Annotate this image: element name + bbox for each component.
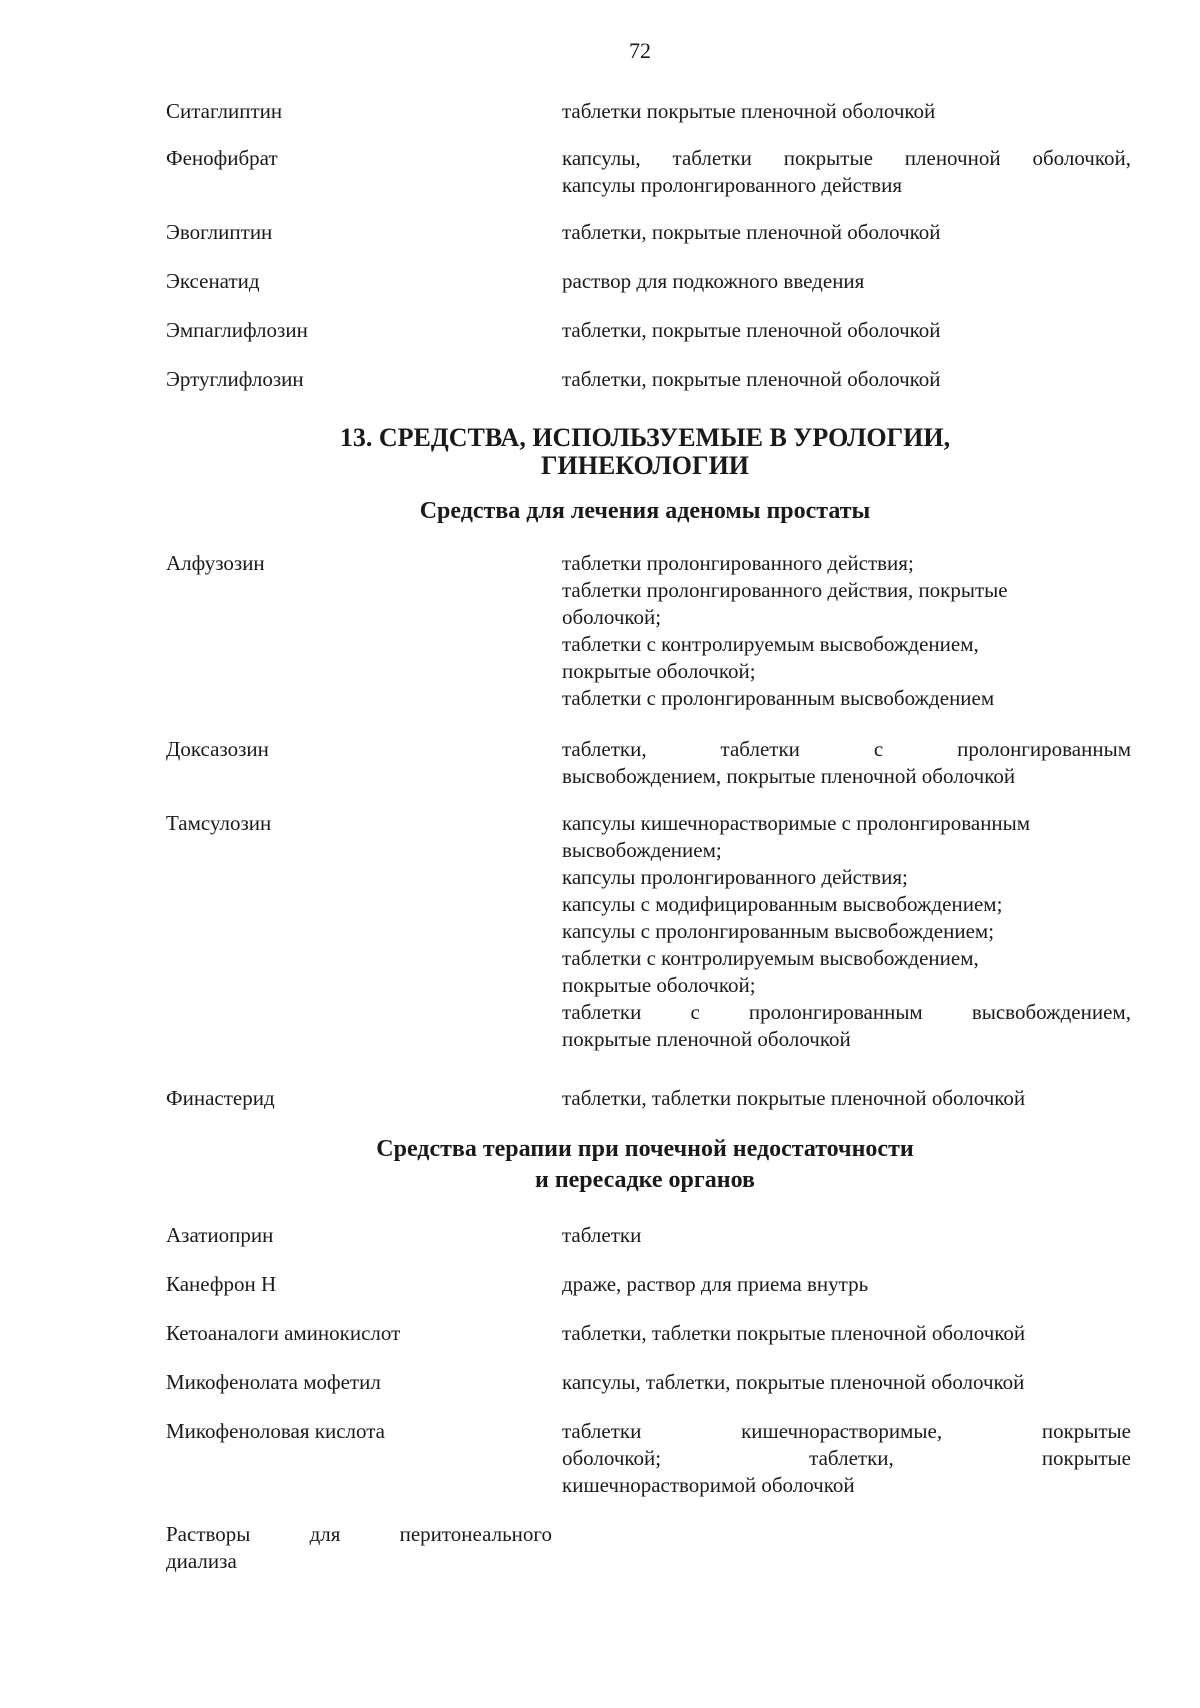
drug-form: таблетки, таблетки покрытые пленочной оболочкой — [562, 1086, 1026, 1110]
drug-form: раствор для подкожного введения — [562, 269, 865, 293]
word: таблетки — [720, 737, 800, 761]
form-line — [562, 736, 1131, 763]
drug-name: Финастерид — [166, 1086, 275, 1110]
drug-form — [562, 550, 1131, 712]
drug-form: капсулы, таблетки, покрытые пленочной оболочкой — [562, 1370, 1025, 1394]
drug-name: Тамсулозин — [166, 811, 272, 835]
form-line — [562, 1445, 1131, 1472]
word: пролонгированным — [748, 1000, 923, 1024]
form-line: таблетки пролонгированного действия; — [562, 551, 914, 575]
form-line: капсулы с пролонгированным высвобождением; — [562, 919, 995, 943]
drug-name: Микофенолата мофетил — [166, 1370, 381, 1394]
form-line: капсулы с модифицированным высвобождением; — [562, 892, 1003, 916]
form-line: покрытые оболочкой; — [562, 659, 756, 683]
form-line: покрытые оболочкой; — [562, 973, 756, 997]
form-line: таблетки с пролонгированным высвобождением — [562, 686, 995, 710]
form-line — [562, 1418, 1131, 1445]
word: покрытые — [1041, 1446, 1131, 1470]
drug-name — [166, 1521, 552, 1575]
word: пролонгированным — [957, 737, 1131, 761]
form-line — [562, 145, 1131, 172]
name-line — [166, 1521, 552, 1548]
drug-form — [562, 810, 1131, 1053]
word: покрытые — [783, 146, 873, 170]
word: для — [309, 1522, 341, 1546]
drug-form: таблетки, покрытые пленочной оболочкой — [562, 367, 941, 391]
drug-name: Алфузозин — [166, 551, 265, 575]
word: высвобождением, — [971, 1000, 1131, 1024]
subsection-title-line: Средства терапии при почечной недостаточности — [376, 1136, 914, 1162]
word: перитонеального — [399, 1522, 552, 1546]
word: таблетки, — [809, 1446, 894, 1470]
word: оболочкой, — [1032, 146, 1131, 170]
word: таблетки — [562, 1000, 642, 1024]
form-line: таблетки с контролируемым высвобождением, — [562, 632, 979, 656]
form-line: таблетки пролонгированного действия, покрытые — [562, 578, 1008, 602]
drug-form — [562, 145, 1131, 199]
form-line — [562, 999, 1131, 1026]
drug-form — [562, 1418, 1131, 1499]
drug-name: Азатиоприн — [166, 1223, 274, 1247]
word: таблетки — [672, 146, 752, 170]
form-line: капсулы пролонгированного действия — [562, 173, 902, 197]
name-line: диализа — [166, 1549, 237, 1573]
subsection-title — [0, 1134, 1200, 1196]
drug-form: таблетки, таблетки покрытые пленочной оболочкой — [562, 1321, 1026, 1345]
drug-name: Доксазозин — [166, 737, 269, 761]
drug-name: Эвоглиптин — [166, 220, 273, 244]
drug-form: таблетки, покрытые пленочной оболочкой — [562, 318, 941, 342]
drug-form: таблетки, покрытые пленочной оболочкой — [562, 220, 941, 244]
drug-name: Эртуглифлозин — [166, 367, 304, 391]
drug-form: таблетки — [562, 1223, 642, 1247]
page-number: 72 — [629, 38, 651, 63]
drug-name: Кетоаналоги аминокислот — [166, 1321, 401, 1345]
form-line: высвобождением, покрытые пленочной оболочкой — [562, 764, 1016, 788]
word: пленочной — [904, 146, 1001, 170]
section-title-line: ГИНЕКОЛОГИИ — [540, 451, 750, 480]
section-title-line: 13. СРЕДСТВА, ИСПОЛЬЗУЕМЫЕ В УРОЛОГИИ, — [339, 423, 951, 452]
drug-name: Фенофибрат — [166, 146, 278, 170]
form-line: высвобождением; — [562, 838, 722, 862]
drug-form — [562, 736, 1131, 790]
form-line: таблетки с контролируемым высвобождением, — [562, 946, 979, 970]
form-line: кишечнорастворимой оболочкой — [562, 1473, 855, 1497]
subsection-title: Средства для лечения аденомы простаты — [419, 498, 871, 524]
form-line: оболочкой; — [562, 605, 662, 629]
word: с — [690, 1000, 700, 1024]
form-line: покрытые пленочной оболочкой — [562, 1027, 851, 1051]
drug-form: таблетки покрытые пленочной оболочкой — [562, 99, 936, 123]
drug-name: Микофеноловая кислота — [166, 1419, 386, 1443]
word: Растворы — [166, 1522, 251, 1546]
word: таблетки, — [562, 737, 647, 761]
word: таблетки — [562, 1419, 642, 1443]
word: капсулы, — [562, 146, 641, 170]
form-line: капсулы пролонгированного действия; — [562, 865, 908, 889]
drug-name: Канефрон Н — [166, 1272, 277, 1296]
word: оболочкой; — [562, 1446, 662, 1470]
word: с — [873, 737, 884, 761]
drug-name: Эксенатид — [166, 269, 260, 293]
form-line: капсулы кишечнорастворимые с пролонгированным — [562, 811, 1031, 835]
drug-name: Эмпаглифлозин — [166, 318, 308, 342]
subsection-title-line: и пересадке органов — [534, 1167, 755, 1193]
word: кишечнорастворимые, — [741, 1419, 943, 1443]
section-title — [0, 424, 1200, 480]
drug-name: Ситаглиптин — [166, 99, 283, 123]
drug-form: драже, раствор для приема внутрь — [562, 1272, 869, 1296]
word: покрытые — [1041, 1419, 1131, 1443]
